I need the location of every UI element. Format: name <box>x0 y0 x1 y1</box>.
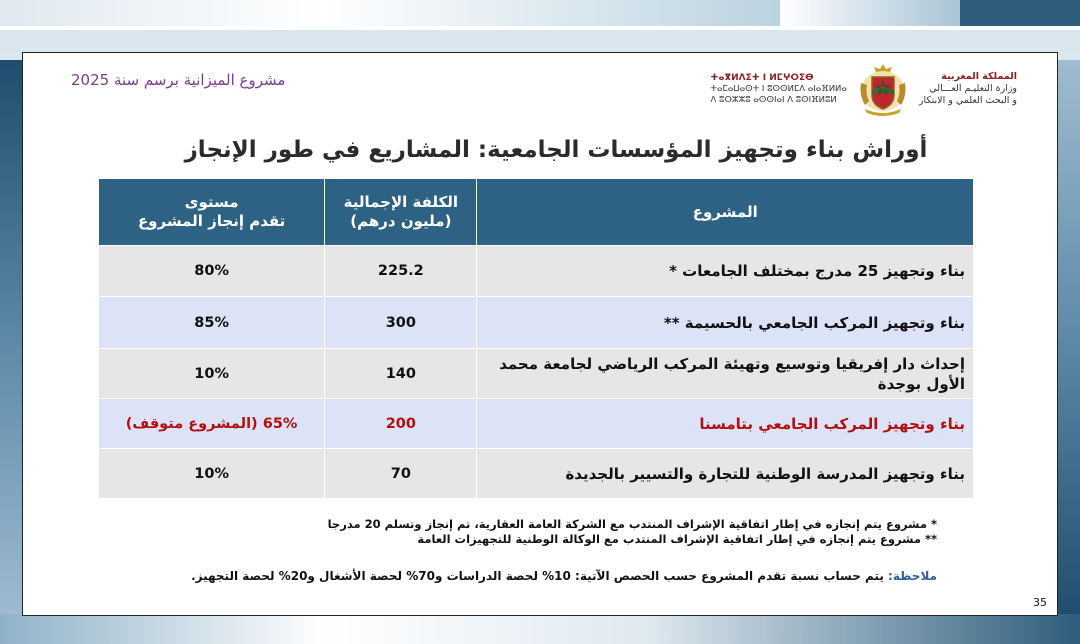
footnotes <box>117 517 937 547</box>
remark <box>117 569 937 583</box>
coat-of-arms-icon <box>855 61 911 117</box>
page-title: أوراش بناء وتجهيز المؤسسات الجامعية: المشاريع في طور الإنجاز <box>184 137 928 163</box>
table-header-row <box>99 179 974 246</box>
project-name: بناء وتجهيز المركب الجامعي بتامسنا <box>477 399 974 449</box>
tifinagh-ministry-name: ⵜⴰⴳⵍⴷⵉⵜ ⵏ ⵍⵎⵖⵔⵉⴱ ⵜⴰⵎⴰⵡⴰⵙⵜ ⵏ ⵓⵙⵙⵍⵎⴷ ⴰⵏⴰⴼⵍⵍⴰ ⴷ ⵓⵔⵣⵣⵓ ⴰⵙⵙⵏⴰⵏ ⴷ ⵓⵙⵏⴼⵍⵓⵍ <box>710 72 847 105</box>
document-title: مشروع الميزانية برسم سنة 2025 <box>71 71 286 89</box>
project-name: بناء وتجهيز 25 مدرج بمختلف الجامعات * <box>477 246 974 297</box>
project-progress: 85% <box>99 297 325 349</box>
project-name: بناء وتجهيز المدرسة الوطنية للتجارة والتسيير بالجديدة <box>477 449 974 499</box>
footnote-1: * مشروع يتم إنجازه في إطار اتفاقية الإشراف المنتدب مع الشركة العامة العقارية، تم إنجاز وتسلم 20 مدرجا <box>327 517 937 531</box>
slide <box>22 52 1058 616</box>
table-row <box>99 246 974 297</box>
background-right-edge <box>1056 60 1080 620</box>
project-progress: 65% (المشروع متوقف) <box>99 399 325 449</box>
header-cost: الكلفة الإجمالية (مليون درهم) <box>325 179 477 246</box>
project-cost: 300 <box>325 297 477 349</box>
remark-label: ملاحظة: <box>888 569 937 583</box>
background-stripe <box>960 0 1080 26</box>
background-stripe <box>780 0 960 26</box>
page-number: 35 <box>1033 596 1047 609</box>
project-name: بناء وتجهيز المركب الجامعي بالحسيمة ** <box>477 297 974 349</box>
background-bottom-band <box>0 614 1080 644</box>
project-cost: 200 <box>325 399 477 449</box>
header-progress-level: مستوى تقدم إنجاز المشروع <box>99 179 325 246</box>
project-cost: 70 <box>325 449 477 499</box>
projects-table <box>98 178 974 499</box>
background-left-edge <box>0 60 22 620</box>
remark-text: يتم حساب نسبة تقدم المشروع حسب الحصص الآتية: 10% لحصة الدراسات و70% لحصة الأشغال و20% لحصة التجهيز. <box>191 569 884 583</box>
project-cost: 225.2 <box>325 246 477 297</box>
arabic-ministry-name: المملكة المغربية وزارة التعليـم العـــالي و البحث العلمي و الابتكار <box>918 71 1017 106</box>
footnote-2: ** مشروع يتم إنجازه في إطار اتفاقية الإشراف المنتدب مع الوكالة الوطنية للتجهيزات العامة <box>417 532 937 546</box>
table-row <box>99 297 974 349</box>
project-cost: 140 <box>325 349 477 399</box>
ministry-logo <box>710 59 1017 119</box>
project-progress: 80% <box>99 246 325 297</box>
project-name: إحداث دار إفريقيا وتوسيع وتهيئة المركب الرياضي لجامعة محمد الأول بوجدة <box>477 349 974 399</box>
table-row-stalled <box>99 399 974 449</box>
project-progress: 10% <box>99 349 325 399</box>
table-row <box>99 449 974 499</box>
background-top-band <box>0 0 1080 26</box>
project-progress: 10% <box>99 449 325 499</box>
header-project: المشروع <box>477 179 974 246</box>
table-row <box>99 349 974 399</box>
